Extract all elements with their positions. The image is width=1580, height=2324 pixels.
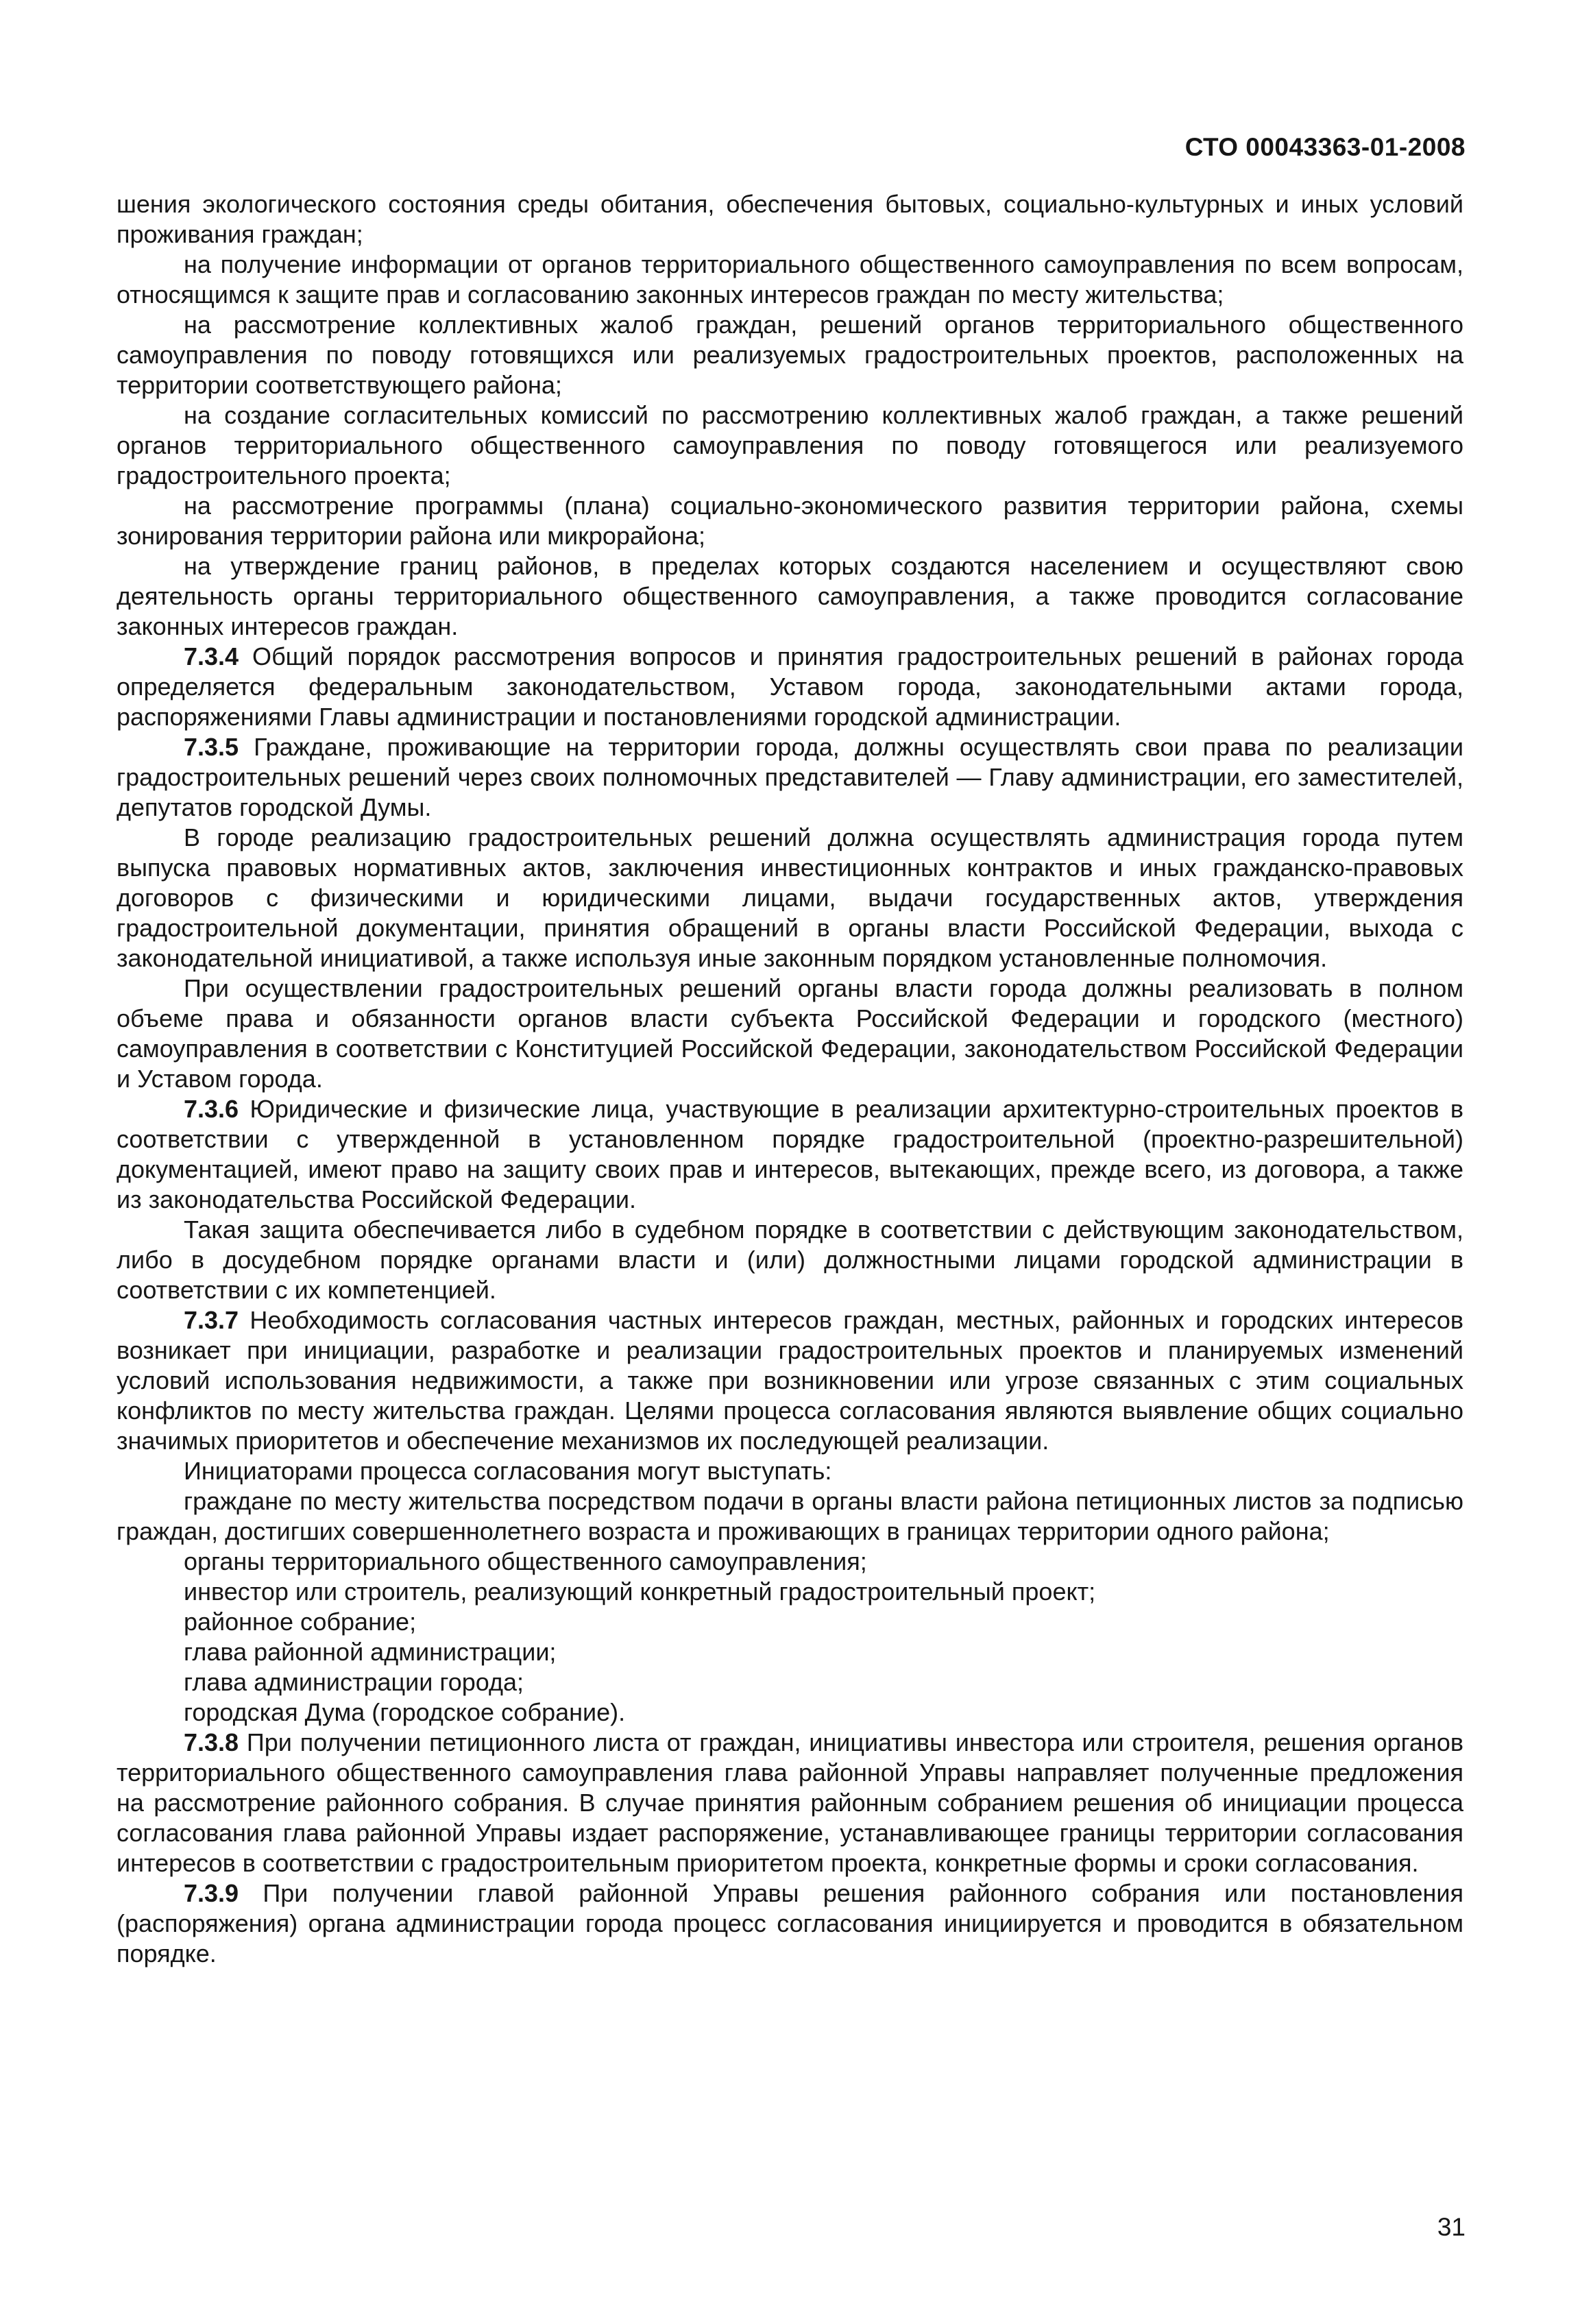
- clause-7-3-4: 7.3.4 Общий порядок рассмотрения вопросов и принятия градостроительных решений в районах города определяется федеральным законодательством, Уставом города, законодательными актами города, распоряжениями Главы администрации и постановлениями городской администрации.: [117, 642, 1463, 731]
- clause-number: 7.3.6: [184, 1095, 239, 1123]
- document-code: СТО 00043363-01-2008: [1184, 133, 1466, 161]
- clause-number: 7.3.4: [184, 642, 239, 670]
- paragraph: В городе реализацию градостроительных решений должна осуществлять администрация города путем выпуска правовых нормативных актов, заключения инвестиционных контрактов и иных гражданско-правовых договоров с физическими и юридическими лицами, выдачи государственных актов, утверждения градостроительной документации, принятия обращений в органы власти Российской Федерации, выхода с законодательной инициативой, а также используя иные законным порядком установленные полномочия.: [117, 823, 1463, 972]
- list-item: глава администрации города;: [184, 1668, 524, 1696]
- paragraph: на утверждение границ районов, в пределах которых создаются населением и осуществляют свою деятельность органы территориального общественного самоуправления, а также проводится согласование законных интересов граждан.: [117, 552, 1463, 640]
- list-item: граждане по месту жительства посредством подачи в органы власти района петиционных листов за подписью граждан, достигших совершеннолетнего возраста и проживающих в границах территории одного района;: [117, 1487, 1463, 1545]
- page-number: 31: [1437, 2213, 1466, 2241]
- clause-7-3-5: 7.3.5 Граждане, проживающие на территории города, должны осуществлять свои права по реализации градостроительных решений через своих полномочных представителей — Главу администрации, его заместителей, депутатов городской Думы.: [117, 733, 1463, 821]
- clause-number: 7.3.5: [184, 733, 239, 761]
- document-body: [117, 189, 1463, 1969]
- paragraph: на рассмотрение коллективных жалоб граждан, решений органов территориального общественного самоуправления по поводу готовящихся или реализуемых градостроительных проектов, расположенных на территории соответствующего района;: [117, 311, 1463, 399]
- list-item: районное собрание;: [184, 1608, 417, 1636]
- paragraph: на создание согласительных комиссий по рассмотрению коллективных жалоб граждан, а также решений органов территориального общественного самоуправления по поводу готовящегося или реализуемого градостроительного проекта;: [117, 401, 1463, 489]
- list-item: глава районной администрации;: [184, 1638, 557, 1666]
- clause-number: 7.3.8: [184, 1728, 239, 1756]
- paragraph: При осуществлении градостроительных решений органы власти города должны реализовать в полном объеме права и обязанности органов власти субъекта Российской Федерации и городского (местного) самоуправления в соответствии с Конституцией Российской Федерации, законодательством Российской Федерации и Уставом города.: [117, 974, 1463, 1093]
- list-item: органы территориального общественного самоуправления;: [184, 1547, 867, 1575]
- clause-7-3-6: 7.3.6 Юридические и физические лица, участвующие в реализации архитектурно-строительных проектов в соответствии с утвержденной в установленном порядке градостроительной (проектно-разрешительной) документацией, имеют право на защиту своих прав и интересов, вытекающих, прежде всего, из договора, а также из законодательства Российской Федерации.: [117, 1095, 1463, 1213]
- paragraph: Такая защита обеспечивается либо в судебном порядке в соответствии с действующим законодательством, либо в досудебном порядке органами власти и (или) должностными лицами городской администрации в соответствии с их компетенцией.: [117, 1215, 1463, 1304]
- list-item: инвестор или строитель, реализующий конкретный градостроительный проект;: [184, 1577, 1096, 1606]
- clause-7-3-7: 7.3.7 Необходимость согласования частных интересов граждан, местных, районных и городских интересов возникает при инициации, разработке и реализации градостроительных проектов и планируемых изменений условий использования недвижимости, а также при возникновении или угрозе связанных с этим социальных конфликтов по месту жительства граждан. Целями процесса согласования являются выявление общих социально значимых приоритетов и обеспечение механизмов их последующей реализации.: [117, 1306, 1463, 1455]
- clause-7-3-9: 7.3.9 При получении главой районной Управы решения районного собрания или постановления (распоряжения) органа администрации города процесс согласования инициируется и проводится в обязательном порядке.: [117, 1879, 1463, 1968]
- paragraph: шения экологического состояния среды обитания, обеспечения бытовых, социально-культурных и иных условий проживания граждан;: [117, 190, 1463, 248]
- paragraph: на получение информации от органов территориального общественного самоуправления по всем вопросам, относящимся к защите прав и согласованию законных интересов граждан по месту жительства;: [117, 250, 1463, 308]
- paragraph: Инициаторами процесса согласования могут выступать:: [184, 1457, 832, 1485]
- clause-number: 7.3.9: [184, 1879, 239, 1907]
- clause-number: 7.3.7: [184, 1306, 239, 1334]
- paragraph: на рассмотрение программы (плана) социально-экономического развития территории района, схемы зонирования территории района или микрорайона;: [117, 492, 1463, 550]
- clause-7-3-8: 7.3.8 При получении петиционного листа от граждан, инициативы инвестора или строителя, решения органов территориального общественного самоуправления глава районной Управы направляет полученные предложения на рассмотрение районного собрания. В случае принятия районным собранием решения об инициации процесса согласования глава районной Управы издает распоряжение, устанавливающее границы территории согласования интересов в соответствии с градостроительным приоритетом проекта, конкретные формы и сроки согласования.: [117, 1728, 1463, 1877]
- list-item: городская Дума (городское собрание).: [184, 1698, 626, 1726]
